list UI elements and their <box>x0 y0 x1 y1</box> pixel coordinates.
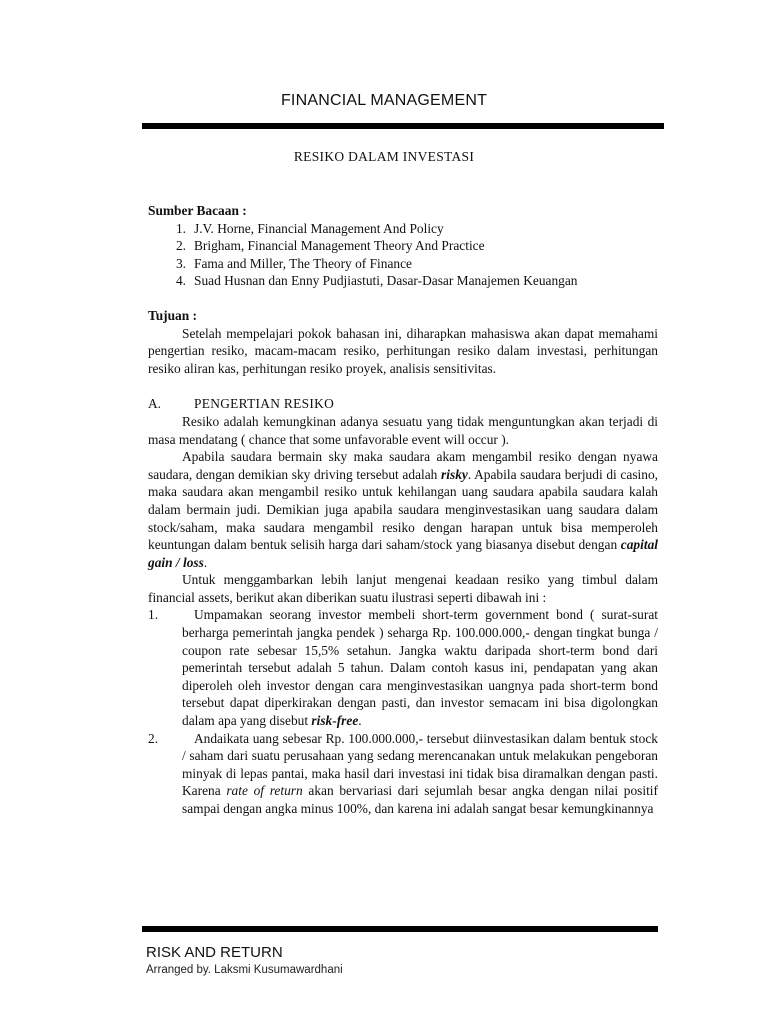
list-item-text: Brigham, Financial Management Theory And Practice <box>194 238 485 254</box>
section-label: A. <box>148 396 162 412</box>
term-risk-free: risk-free <box>311 713 359 729</box>
list-item-text: Suad Husnan dan Enny Pudjiastuti, Dasar-Dasar Manajemen Keuangan <box>194 273 578 289</box>
paragraph-text: . Apabila saudara berjudi di casino, maka saudara akan mengambil resiko untuk kehilangan uang saudara apabila saudara kalah dalam bermain judi. Demikian juga apabila saudara menginvestasikan uang saudara dalam stock/saham, maka saudara mengambil resiko dengan harapan untuk bisa memperoleh keuntungan dalam bentuk selisih harga dari saham/stock yang biasanya disebut dengan <box>148 466 658 553</box>
paragraph-definition: Resiko adalah kemungkinan adanya sesuatu yang tidak menguntungkan akan terjadi di masa mendatang ( chance that some unfavorable event will occur ). <box>148 413 658 447</box>
paragraph-text: . <box>203 554 208 570</box>
paragraph-text: Apabila saudara bermain sky maka saudara akam mengambil resiko dengan nyawa saudara, dengan demikian sky driving tersebut adalah <box>148 449 658 482</box>
item-text: Umpamakan seorang investor membeli short-term government bond ( surat-surat berharga pemerintah jangka pendek ) seharga Rp. 100.000.000,- dengan tingkat bunga / coupon rate sebesar 15,5% setahun. Jangka waktu daripada short-term bond dari pemerintah tersebut adalah 5 tahun. Dalam contoh kasus ini, pendapatan yang akan diperoleh oleh investor dengan cara menginvestasikan uangnya pada short-term bond tersebut dapat diperkirakan dengan pasti, dan investor semacam ini bisa digolongkan dalam apa yang disebut <box>182 607 658 729</box>
list-item-number: 4. <box>175 273 186 289</box>
objective-paragraph: Setelah mempelajari pokok bahasan ini, diharapkan mahasiswa akan dapat memahami pengertian resiko, macam-macam resiko, perhitungan resiko dalam investasi, perhitungan resiko aliran kas, perhitungan resiko proyek, analisis sensitivitas. <box>148 325 658 376</box>
chapter-title: RESIKO DALAM INVESTASI <box>293 149 475 164</box>
list-item <box>148 255 658 273</box>
list-item-number: 3. <box>175 255 186 271</box>
item-number: 1. <box>148 607 159 623</box>
list-item <box>148 220 658 238</box>
numbered-item-1 <box>148 606 658 729</box>
list-item <box>148 237 658 255</box>
section-heading <box>148 395 658 413</box>
header-rule <box>142 123 664 129</box>
footer-author: Arranged by. Laksmi Kusumawardhani <box>146 964 343 976</box>
footer-title: RISK AND RETURN <box>146 944 283 961</box>
list-item-number: 2. <box>175 238 186 254</box>
section-title: PENGERTIAN RESIKO <box>194 396 335 412</box>
document-body <box>148 202 658 818</box>
objective-heading: Tujuan : <box>148 307 198 323</box>
item-body <box>182 606 658 729</box>
paragraph-examples <box>148 448 658 571</box>
footer-rule <box>142 926 658 932</box>
list-item <box>148 272 658 290</box>
term-risky: risky <box>441 466 468 482</box>
sources-list <box>148 220 658 290</box>
item-number: 2. <box>148 730 159 746</box>
document-title: FINANCIAL MANAGEMENT <box>280 92 488 109</box>
numbered-item-2 <box>148 730 658 818</box>
sources-heading: Sumber Bacaan : <box>148 203 247 218</box>
item-body <box>182 730 658 818</box>
list-item-text: J.V. Horne, Financial Management And Policy <box>194 220 444 236</box>
list-item-text: Fama and Miller, The Theory of Finance <box>194 255 412 271</box>
item-text: akan bervariasi dari sejumlah besar angka dengan nilai positif sampai dengan angka minus 100%, dan karena ini adalah sangat besar kemungkinannya <box>182 783 658 816</box>
list-item-number: 1. <box>175 220 186 236</box>
term-capital-gain: capital gain / loss <box>148 537 658 570</box>
term-rate-of-return: rate of return <box>226 783 303 799</box>
item-text: Andaikata uang sebesar Rp. 100.000.000,- tersebut diinvestasikan dalam bentuk stock / saham dari suatu perusahaan yang sedang merencanakan untuk melakukan pengeboran minyak di lepas pantai, maka hasil dari investasi ini tidak bisa diramalkan dengan pasti. Karena <box>182 730 658 799</box>
paragraph-illustration-intro: Untuk menggambarkan lebih lanjut mengenai keadaan resiko yang timbul dalam financial assets, berikut akan diberikan suatu ilustrasi seperti dibawah ini : <box>148 572 658 605</box>
item-text: . <box>358 713 362 729</box>
